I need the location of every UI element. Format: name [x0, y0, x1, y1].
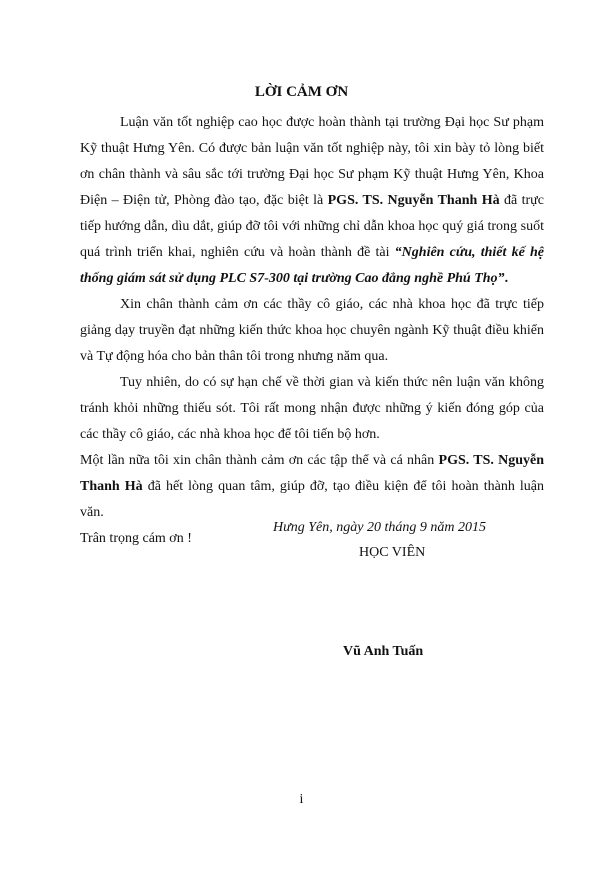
paragraph-1-text-a: Luận văn tốt nghiệp cao học được hoàn thành tại trường Đại học Sư phạm Kỹ thuật Hưng Yên. Có được bản luận văn tốt nghiệp này, tôi xin bày tỏ lòng biết ơn chân thành và sâu sắc tới trường Đại học Sư phạm Kỹ thuật Hưng Yên, Khoa Điện – Điện tử, Phòng đào tạo, đặc biệt là — [80, 115, 544, 208]
advisor-name: PGS. TS. Nguyễn Thanh Hà — [327, 193, 500, 208]
paragraph-4-text-b: đã hết lòng quan tâm, giúp đỡ, tạo điều kiện để tôi hoàn thành luận văn. — [80, 479, 544, 520]
page-number: i — [299, 792, 304, 807]
paragraph-2: Xin chân thành cảm ơn các thầy cô giáo, các nhà khoa học đã trực tiếp giảng dạy truyền đạt những kiến thức khoa học chuyên ngành Kỹ thuật điều khiển và Tự động hóa cho bản thân tôi trong nhưng năm qua. — [80, 297, 544, 364]
role-label: HỌC VIÊN — [359, 545, 426, 560]
author-name: Vũ Anh Tuấn — [343, 644, 424, 659]
paragraph-1-text-b: đã trực tiếp hướng dẫn, dìu dắt, giúp đỡ tôi với những chỉ dẫn khoa học quý giá trong suốt quá trình triển khai, nghiên cứu và hoàn thành đề tài — [80, 193, 544, 260]
thesis-title: “Nghiên cứu, thiết kế hệ thống giám sát sử dụng PLC S7-300 tại trường Cao đẳng nghề Phú Thọ” — [80, 245, 544, 286]
advisor-name-repeat: PGS. TS. Nguyễn Thanh Hà — [80, 453, 544, 494]
paragraph-4 — [80, 448, 544, 526]
paragraph-1-end: . — [504, 271, 509, 286]
page-title: LỜI CẢM ƠN — [254, 84, 349, 100]
closing-line: Trân trọng cám ơn ! — [80, 531, 192, 546]
paragraph-3: Tuy nhiên, do có sự hạn chế về thời gian và kiến thức nên luận văn không tránh khỏi những thiếu sót. Tôi rất mong nhận được những ý kiến đóng góp của các thầy cô giáo, các nhà khoa học để tôi tiến bộ hơn. — [80, 375, 544, 442]
date-line: Hưng Yên, ngày 20 tháng 9 năm 2015 — [273, 520, 486, 535]
document-body — [80, 110, 544, 552]
paragraph-4-text-a: Một lần nữa tôi xin chân thành cảm ơn các tập thể và cá nhân — [80, 453, 439, 468]
paragraph-1 — [80, 110, 544, 292]
